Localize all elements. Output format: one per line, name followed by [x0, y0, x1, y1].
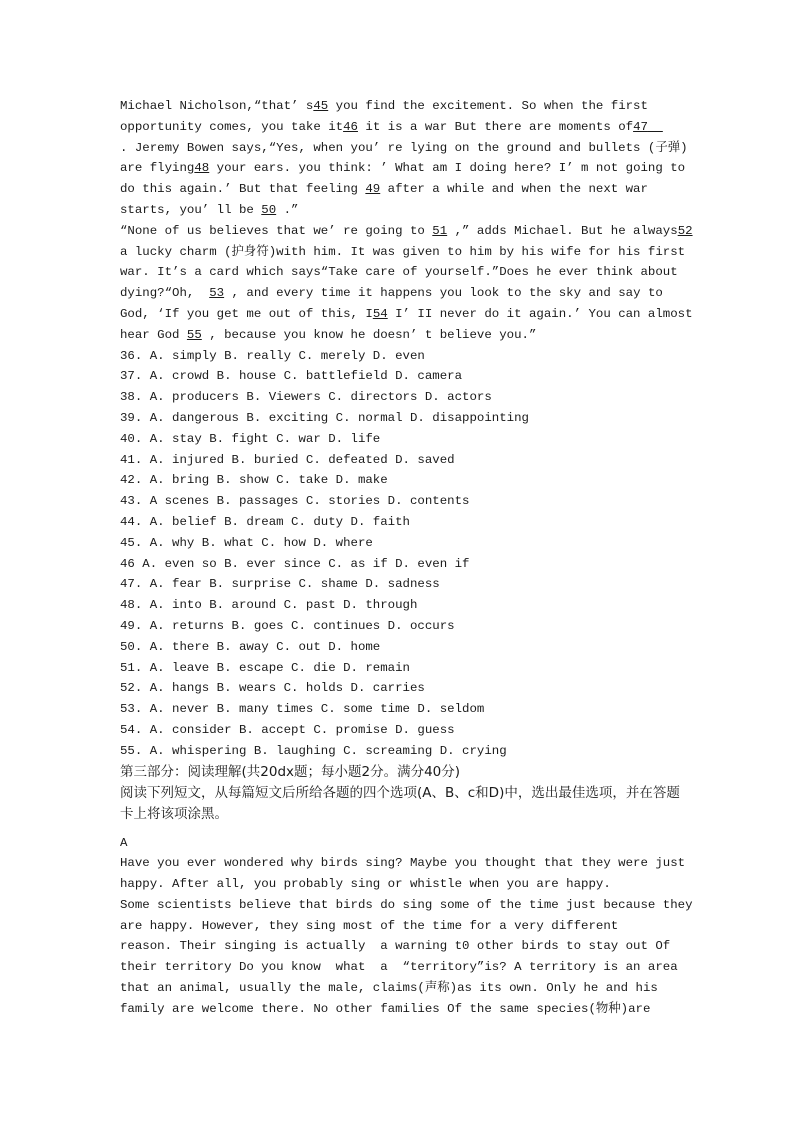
blank-47: 47 — [633, 119, 648, 134]
reading-line: Have you ever wondered why birds sing? Maybe you thought that they were just — [120, 856, 686, 871]
passage-text: a lucky charm (护身符)with him. It was given to him by his wife for his first — [120, 244, 686, 259]
passage-text: dying?“Oh, — [120, 286, 210, 301]
blank-50: 50 — [261, 202, 277, 217]
reading-line: happy. After all, you probably sing or whistle when you are happy. — [120, 877, 611, 892]
option-row: 52. A. hangs B. wears C. holds D. carries — [120, 681, 425, 696]
passage-line — [120, 200, 680, 221]
option-row: 40. A. stay B. fight C. war D. life — [120, 431, 381, 446]
blank-45: 45 — [313, 99, 329, 113]
passage-line — [120, 158, 686, 179]
option-row: 55. A. whispering B. laughing C. screaming D. crying — [120, 743, 507, 758]
option-row: 48. A. into B. around C. past D. through — [120, 598, 418, 613]
passage-text: opportunity comes, you take it — [120, 119, 344, 134]
document-page — [120, 96, 693, 1020]
option-row: 44. A. belief B. dream C. duty D. faith — [120, 514, 410, 529]
blank-54: 54 — [372, 306, 388, 321]
passage-text: . Jeremy Bowen says,“Yes, when you’ re lying on the ground and bullets (子弹) — [120, 140, 688, 155]
reading-line: family are welcome there. No other families Of the same species(物种)are — [120, 1001, 651, 1016]
passage-line — [120, 117, 680, 138]
option-row: 42. A. bring B. show C. take D. make — [120, 473, 388, 488]
passage-text: you find the excitement. So when the first — [328, 99, 648, 113]
passage-line — [120, 283, 680, 304]
passage-text: , and every time it happens you look to the sky and say to — [224, 286, 663, 301]
passage-text: hear God — [120, 327, 187, 342]
blank-49: 49 — [365, 182, 381, 197]
passage-text: , because you know he doesn’ t believe you.” — [201, 327, 537, 342]
passage-line — [120, 242, 686, 263]
reading-line: are happy. However, they sing most of the time for a very different — [120, 918, 619, 933]
blank-53: 53 — [209, 286, 225, 301]
option-row: 47. A. fear B. surprise C. shame D. sadness — [120, 577, 440, 592]
reading-line: their territory Do you know what a “territory”is? A territory is an area — [120, 960, 678, 975]
passage-text: Michael Nicholson,“that’ s — [120, 99, 314, 113]
blank-46: 46 — [343, 119, 358, 134]
passage-line — [120, 96, 680, 117]
passage-text: ,” adds Michael. But he always — [447, 223, 678, 238]
option-row: 51. A. leave B. escape C. die D. remain — [120, 660, 410, 675]
option-row: 43. A scenes B. passages C. stories D. contents — [120, 494, 470, 509]
passage-line — [120, 262, 680, 283]
option-row: 53. A. never B. many times C. some time D. seldom — [120, 702, 485, 717]
option-row: 46 A. even so B. ever since C. as if D. even if — [120, 556, 470, 571]
passage-text: after a while and when the next war — [380, 182, 648, 197]
passage-text: your ears. you think: ’ What am I doing here? I’ m not going to — [209, 161, 686, 176]
option-row: 49. A. returns B. goes C. continues D. occurs — [120, 618, 455, 633]
passage-text: it is a war But there are moments of — [357, 119, 634, 134]
section-label: A — [120, 835, 128, 850]
passage-text: are flying — [120, 161, 195, 176]
blank-52: 52 — [677, 223, 693, 238]
passage-text: do this again.’ But that feeling — [120, 182, 366, 197]
option-row: 39. A. dangerous B. exciting C. normal D. disappointing — [120, 410, 529, 425]
passage-text: I’ II never do it again.’ You can almost — [387, 306, 693, 321]
reading-passage — [120, 853, 693, 1019]
blank-51: 51 — [432, 223, 448, 238]
passage-line — [120, 179, 680, 200]
passage-line — [120, 325, 680, 346]
option-row: 38. A. producers B. Viewers C. directors D. actors — [120, 390, 492, 405]
reading-line: that an animal, usually the male, claims(声称)as its own. Only he and his — [120, 981, 658, 996]
passage-line — [120, 221, 693, 242]
passage-line — [120, 304, 693, 325]
passage-text: starts, you’ ll be — [120, 202, 262, 217]
answer-options — [120, 346, 680, 762]
part3-instruction: 阅读下列短文，从每篇短文后所给各题的四个选项(A、B、c和D)中，选出最佳选项，并在答题卡上将该项涂黑。 — [120, 784, 680, 822]
passage-text: war. It’s a card which says“Take care of yourself.”Does he ever think about — [120, 265, 678, 280]
blank-48: 48 — [194, 161, 210, 176]
passage-text: “None of us believes that we’ re going to — [120, 223, 433, 238]
blank-47-tail — [648, 120, 663, 134]
blank-55: 55 — [186, 327, 202, 342]
option-row: 50. A. there B. away C. out D. home — [120, 639, 381, 654]
reading-line: reason. Their singing is actually a warning t0 other birds to stay out Of — [120, 939, 671, 954]
option-row: 36. A. simply B. really C. merely D. even — [120, 348, 425, 363]
cloze-passage — [120, 96, 693, 346]
passage-text: .” — [276, 202, 299, 217]
passage-line — [120, 138, 688, 159]
option-row: 37. A. crowd B. house C. battlefield D. camera — [120, 369, 463, 384]
part3-heading: 第三部分：阅读理解(共20dx题；每小题2分。满分40分) — [120, 763, 461, 780]
passage-text: God, ‘If you get me out of this, I — [120, 306, 373, 321]
reading-line: Some scientists believe that birds do sing some of the time just because they — [120, 897, 693, 912]
option-row: 41. A. injured B. buried C. defeated D. saved — [120, 452, 455, 467]
option-row: 54. A. consider B. accept C. promise D. guess — [120, 722, 455, 737]
option-row: 45. A. why B. what C. how D. where — [120, 535, 373, 550]
